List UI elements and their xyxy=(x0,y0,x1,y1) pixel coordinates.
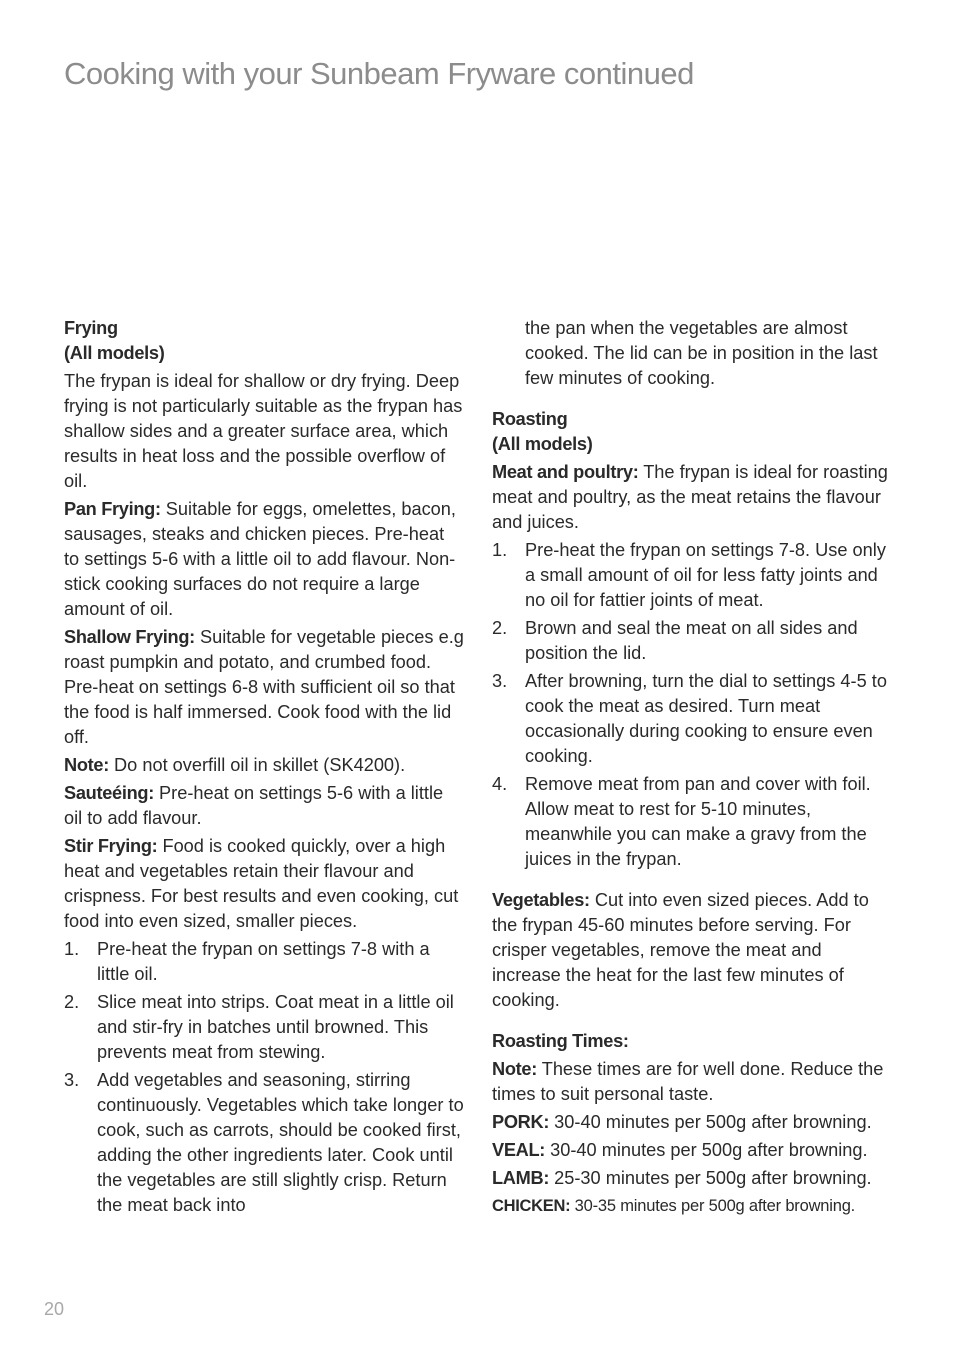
list-item xyxy=(492,616,892,666)
time-text: 25-30 minutes per 500g after browning. xyxy=(549,1168,872,1188)
vegetables-label: Vegetables: xyxy=(492,890,590,910)
sauteeing-paragraph xyxy=(64,781,464,831)
frying-intro: The frypan is ideal for shallow or dry frying. Deep frying is not particularly suitable as the frypan has shallow sides and a greater surface area, which results in heat loss and the possible overflow of oil. xyxy=(64,371,463,491)
step-number: 1. xyxy=(64,939,80,959)
stir-frying-paragraph xyxy=(64,834,464,934)
time-label: VEAL: xyxy=(492,1140,546,1160)
right-column xyxy=(492,316,892,1222)
list-item xyxy=(492,669,892,769)
page-number: 20 xyxy=(44,1299,65,1319)
step-number: 4. xyxy=(492,774,508,794)
step-text: Pre-heat the frypan on settings 7-8. Use only a small amount of oil for less fatty joints and no oil for fattier joints of meat. xyxy=(525,540,886,610)
step-text: Brown and seal the meat on all sides and position the lid. xyxy=(525,618,858,663)
stir-frying-label: Stir Frying: xyxy=(64,836,158,856)
vegetables-paragraph xyxy=(492,888,892,1013)
note-label: Note: xyxy=(492,1059,537,1079)
step-text: After browning, turn the dial to settings 4-5 to cook the meat as desired. Turn meat occasionally during cooking to ensure even cooking. xyxy=(525,671,887,766)
roasting-subheading: (All models) xyxy=(492,434,593,454)
list-item xyxy=(64,1068,464,1218)
time-veal xyxy=(492,1138,892,1163)
time-lamb xyxy=(492,1166,892,1191)
pan-frying-label: Pan Frying: xyxy=(64,499,161,519)
stir-fry-steps xyxy=(64,937,464,1218)
sauteeing-label: Sauteéing: xyxy=(64,783,154,803)
note-text: Do not overfill oil in skillet (SK4200). xyxy=(108,755,406,775)
shallow-frying-label: Shallow Frying: xyxy=(64,627,195,647)
note-text: These times are for well done. Reduce the times to suit personal taste. xyxy=(492,1059,884,1104)
roasting-heading: Roasting xyxy=(492,409,568,429)
list-item xyxy=(64,990,464,1065)
pan-frying-text: Suitable for eggs, omelettes, bacon, sausages, steaks and chicken pieces. Pre-heat to settings 5-6 with a little oil to add flavour. Non-stick cooking surfaces do not require a large amount of oil. xyxy=(64,499,456,619)
time-pork xyxy=(492,1110,892,1135)
time-chicken xyxy=(492,1194,892,1219)
step-number: 1. xyxy=(492,540,508,560)
time-label: CHICKEN: xyxy=(492,1197,571,1215)
roasting-steps xyxy=(492,538,892,872)
time-text: 30-40 minutes per 500g after browning. xyxy=(549,1112,872,1132)
roasting-note xyxy=(492,1057,892,1107)
meat-poultry-label: Meat and poultry: xyxy=(492,462,639,482)
time-label: PORK: xyxy=(492,1112,550,1132)
list-item xyxy=(492,316,892,391)
shallow-frying-text: Suitable for vegetable pieces e.g roast pumpkin and potato, and crumbed food. Pre-heat on settings 6-8 with sufficient oil so that the food is half immersed. Cook food with the lid off. xyxy=(64,627,464,747)
time-text: 30-35 minutes per 500g after browning. xyxy=(570,1197,856,1215)
pan-frying-paragraph xyxy=(64,497,464,622)
left-column xyxy=(64,316,464,1221)
step-text: Pre-heat the frypan on settings 7-8 with a little oil. xyxy=(97,939,430,984)
step-text: Remove meat from pan and cover with foil. Allow meat to rest for 5-10 minutes, meanwhile you can make a gravy from the juices in the frypan. xyxy=(525,774,871,869)
note-label: Note: xyxy=(64,755,109,775)
step-text: the pan when the vegetables are almost cooked. The lid can be in position in the last few minutes of cooking. xyxy=(525,318,878,388)
frying-heading: Frying xyxy=(64,318,118,338)
stir-fry-steps-continued xyxy=(492,316,892,391)
vegetables-text: Cut into even sized pieces. Add to the frypan 45-60 minutes before serving. For crisper vegetables, remove the meat and increase the heat for the last few minutes of cooking. xyxy=(492,890,869,1010)
step-number: 2. xyxy=(492,618,508,638)
time-label: LAMB: xyxy=(492,1168,550,1188)
skillet-note xyxy=(64,753,464,778)
list-item xyxy=(64,937,464,987)
step-number: 3. xyxy=(492,671,508,691)
step-text: Slice meat into strips. Coat meat in a little oil and stir-fry in batches until browned. This prevents meat from stewing. xyxy=(97,992,454,1062)
step-number: 3. xyxy=(64,1070,80,1090)
sauteeing-text: Pre-heat on settings 5-6 with a little oil to add flavour. xyxy=(64,783,444,828)
frying-subheading: (All models) xyxy=(64,343,165,363)
list-item xyxy=(492,538,892,613)
roasting-times-heading: Roasting Times: xyxy=(492,1031,629,1051)
meat-poultry-paragraph xyxy=(492,460,892,535)
step-text: Add vegetables and seasoning, stirring continuously. Vegetables which take longer to cook, such as carrots, should be cooked first, adding the other ingredients later. Cook until the vegetables are still slightly crisp. Return the meat back into xyxy=(97,1070,464,1215)
step-number: 2. xyxy=(64,992,80,1012)
shallow-frying-paragraph xyxy=(64,625,464,750)
meat-poultry-text: The frypan is ideal for roasting meat and poultry, as the meat retains the flavour and juices. xyxy=(492,462,888,532)
time-text: 30-40 minutes per 500g after browning. xyxy=(545,1140,868,1160)
list-item xyxy=(492,772,892,872)
stir-frying-text: Food is cooked quickly, over a high heat and vegetables retain their flavour and crispness. For best results and even cooking, cut food into even sized, smaller pieces. xyxy=(64,836,459,931)
page-title: Cooking with your Sunbeam Fryware continued xyxy=(64,56,694,91)
